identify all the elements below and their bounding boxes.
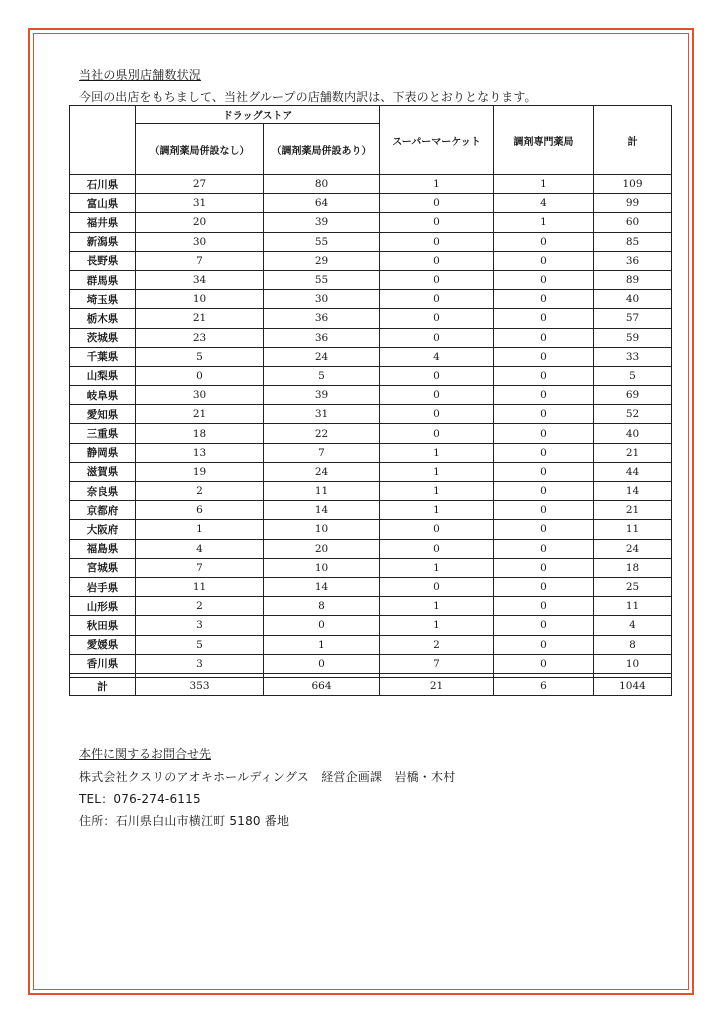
with-pharmacy-cell: 14	[264, 501, 380, 520]
total-cell: 57	[594, 309, 672, 328]
with-pharmacy-cell: 24	[264, 462, 380, 481]
table-row	[70, 386, 672, 405]
total-cell: 40	[594, 290, 672, 309]
pharmacy-only-cell: 0	[494, 577, 594, 596]
prefecture-cell: 山梨県	[70, 366, 136, 385]
without-pharmacy-cell: 0	[136, 366, 264, 385]
pharmacy-only-cell: 0	[494, 424, 594, 443]
with-pharmacy-cell: 80	[264, 175, 380, 194]
pharmacy-only-cell: 0	[494, 539, 594, 558]
supermarket-cell: 0	[380, 366, 494, 385]
prefecture-cell: 栃木県	[70, 309, 136, 328]
total-cell: 14	[594, 482, 672, 501]
prefecture-cell: 滋賀県	[70, 462, 136, 481]
drugstore-group-header: ドラッグストア	[136, 106, 380, 124]
total-cell: 5	[594, 366, 672, 385]
store-count-table	[69, 105, 672, 696]
total-cell: 44	[594, 462, 672, 481]
table-row	[70, 270, 672, 289]
table-row	[70, 482, 672, 501]
pharmacy-only-cell: 0	[494, 290, 594, 309]
prefecture-cell: 福島県	[70, 539, 136, 558]
prefecture-cell: 長野県	[70, 251, 136, 270]
pharmacy-only-cell: 0	[494, 366, 594, 385]
without-pharmacy-cell: 4	[136, 539, 264, 558]
total-cell: 85	[594, 232, 672, 251]
without-pharmacy-cell: 10	[136, 290, 264, 309]
without-pharmacy-cell: 19	[136, 462, 264, 481]
prefecture-cell: 愛知県	[70, 405, 136, 424]
table-row	[70, 366, 672, 385]
supermarket-cell: 0	[380, 309, 494, 328]
without-pharmacy-header: （調剤薬局併設なし）	[136, 124, 264, 175]
total-cell: 40	[594, 424, 672, 443]
prefecture-cell: 群馬県	[70, 270, 136, 289]
pharmacy-only-cell: 0	[494, 443, 594, 462]
without-pharmacy-cell: 6	[136, 501, 264, 520]
total-cell: 10	[594, 654, 672, 673]
without-pharmacy-cell: 21	[136, 309, 264, 328]
total-cell: 60	[594, 213, 672, 232]
with-pharmacy-cell: 11	[264, 482, 380, 501]
supermarket-cell: 1	[380, 597, 494, 616]
prefecture-cell: 福井県	[70, 213, 136, 232]
with-pharmacy-cell: 36	[264, 328, 380, 347]
supermarket-cell: 2	[380, 635, 494, 654]
with-pharmacy-cell: 30	[264, 290, 380, 309]
prefecture-cell: 静岡県	[70, 443, 136, 462]
with-pharmacy-cell: 64	[264, 194, 380, 213]
total-cell: 89	[594, 270, 672, 289]
pharmacy-only-cell: 0	[494, 347, 594, 366]
supermarket-cell: 0	[380, 328, 494, 347]
pharmacy-only-cell: 0	[494, 309, 594, 328]
total-cell: 69	[594, 386, 672, 405]
with-pharmacy-cell: 36	[264, 309, 380, 328]
supermarket-cell: 1	[380, 616, 494, 635]
with-pharmacy-cell: 0	[264, 654, 380, 673]
supermarket-cell: 1	[380, 501, 494, 520]
pharmacy-only-cell: 0	[494, 616, 594, 635]
total-with-pharmacy-cell: 664	[264, 677, 380, 695]
contact-heading: 本件に関するお問合せ先	[79, 747, 212, 761]
without-pharmacy-cell: 34	[136, 270, 264, 289]
with-pharmacy-cell: 24	[264, 347, 380, 366]
table-body	[70, 175, 672, 696]
prefecture-cell: 奈良県	[70, 482, 136, 501]
without-pharmacy-cell: 5	[136, 635, 264, 654]
supermarket-cell: 0	[380, 232, 494, 251]
supermarket-cell: 1	[380, 443, 494, 462]
prefecture-cell: 香川県	[70, 654, 136, 673]
pharmacy-only-cell: 0	[494, 386, 594, 405]
table-row	[70, 328, 672, 347]
with-pharmacy-cell: 10	[264, 558, 380, 577]
total-cell: 24	[594, 539, 672, 558]
with-pharmacy-header: （調剤薬局併設あり）	[264, 124, 380, 175]
total-header: 計	[594, 106, 672, 175]
pharmacy-only-header: 調剤専門薬局	[494, 106, 594, 175]
supermarket-cell: 4	[380, 347, 494, 366]
supermarket-cell: 0	[380, 213, 494, 232]
without-pharmacy-cell: 30	[136, 386, 264, 405]
without-pharmacy-cell: 5	[136, 347, 264, 366]
pharmacy-only-cell: 0	[494, 251, 594, 270]
table-row	[70, 424, 672, 443]
supermarket-cell: 0	[380, 194, 494, 213]
without-pharmacy-cell: 30	[136, 232, 264, 251]
supermarket-cell: 1	[380, 482, 494, 501]
table-row	[70, 213, 672, 232]
table-row	[70, 347, 672, 366]
with-pharmacy-cell: 8	[264, 597, 380, 616]
with-pharmacy-cell: 55	[264, 232, 380, 251]
supermarket-cell: 1	[380, 558, 494, 577]
prefecture-cell: 大阪府	[70, 520, 136, 539]
without-pharmacy-cell: 11	[136, 577, 264, 596]
total-cell: 109	[594, 175, 672, 194]
table-row	[70, 520, 672, 539]
pharmacy-only-cell: 0	[494, 232, 594, 251]
contact-address: 住所：石川県白山市横江町 5180 番地	[79, 814, 290, 828]
prefecture-cell: 岐阜県	[70, 386, 136, 405]
table-row	[70, 443, 672, 462]
with-pharmacy-cell: 5	[264, 366, 380, 385]
pharmacy-only-cell: 0	[494, 405, 594, 424]
corner-cell	[70, 106, 136, 175]
without-pharmacy-cell: 3	[136, 654, 264, 673]
prefecture-cell: 京都府	[70, 501, 136, 520]
total-label-cell: 計	[70, 677, 136, 695]
supermarket-cell: 0	[380, 539, 494, 558]
total-cell: 8	[594, 635, 672, 654]
pharmacy-only-cell: 0	[494, 462, 594, 481]
without-pharmacy-cell: 1	[136, 520, 264, 539]
supermarket-cell: 0	[380, 290, 494, 309]
supermarket-cell: 0	[380, 270, 494, 289]
with-pharmacy-cell: 22	[264, 424, 380, 443]
supermarket-cell: 0	[380, 577, 494, 596]
total-cell: 21	[594, 501, 672, 520]
table-row	[70, 194, 672, 213]
supermarket-cell: 1	[380, 175, 494, 194]
prefecture-cell: 岩手県	[70, 577, 136, 596]
total-cell: 11	[594, 520, 672, 539]
total-total-cell: 1044	[594, 677, 672, 695]
total-cell: 36	[594, 251, 672, 270]
intro-text: 今回の出店をもちまして、当社グループの店舗数内訳は、下表のとおりとなります。	[79, 90, 537, 104]
table-row	[70, 616, 672, 635]
prefecture-cell: 千葉県	[70, 347, 136, 366]
pharmacy-only-cell: 0	[494, 501, 594, 520]
pharmacy-only-cell: 1	[494, 213, 594, 232]
supermarket-cell: 0	[380, 386, 494, 405]
with-pharmacy-cell: 1	[264, 635, 380, 654]
total-cell: 18	[594, 558, 672, 577]
prefecture-cell: 茨城県	[70, 328, 136, 347]
total-cell: 99	[594, 194, 672, 213]
total-cell: 33	[594, 347, 672, 366]
total-cell: 4	[594, 616, 672, 635]
table-row	[70, 405, 672, 424]
table-row	[70, 501, 672, 520]
prefecture-cell: 石川県	[70, 175, 136, 194]
table-row	[70, 175, 672, 194]
prefecture-cell: 山形県	[70, 597, 136, 616]
table-row	[70, 232, 672, 251]
supermarket-cell: 7	[380, 654, 494, 673]
pharmacy-only-cell: 0	[494, 520, 594, 539]
prefecture-cell: 三重県	[70, 424, 136, 443]
without-pharmacy-cell: 18	[136, 424, 264, 443]
without-pharmacy-cell: 31	[136, 194, 264, 213]
contact-tel: TEL：076-274-6115	[79, 792, 201, 806]
total-cell: 11	[594, 597, 672, 616]
table-row	[70, 577, 672, 596]
pharmacy-only-cell: 0	[494, 654, 594, 673]
total-cell: 21	[594, 443, 672, 462]
contact-company: 株式会社クスリのアオキホールディングス 経営企画課 岩橋・木村	[79, 770, 456, 784]
without-pharmacy-cell: 7	[136, 251, 264, 270]
total-without-pharmacy-cell: 353	[136, 677, 264, 695]
without-pharmacy-cell: 13	[136, 443, 264, 462]
without-pharmacy-cell: 20	[136, 213, 264, 232]
without-pharmacy-cell: 7	[136, 558, 264, 577]
prefecture-cell: 愛媛県	[70, 635, 136, 654]
with-pharmacy-cell: 20	[264, 539, 380, 558]
with-pharmacy-cell: 14	[264, 577, 380, 596]
pharmacy-only-cell: 0	[494, 328, 594, 347]
supermarket-cell: 0	[380, 251, 494, 270]
without-pharmacy-cell: 3	[136, 616, 264, 635]
without-pharmacy-cell: 23	[136, 328, 264, 347]
with-pharmacy-cell: 39	[264, 386, 380, 405]
table-row	[70, 635, 672, 654]
pharmacy-only-cell: 0	[494, 597, 594, 616]
prefecture-cell: 秋田県	[70, 616, 136, 635]
table-row	[70, 558, 672, 577]
with-pharmacy-cell: 55	[264, 270, 380, 289]
pharmacy-only-cell: 0	[494, 558, 594, 577]
without-pharmacy-cell: 21	[136, 405, 264, 424]
total-supermarket-cell: 21	[380, 677, 494, 695]
prefecture-cell: 新潟県	[70, 232, 136, 251]
pharmacy-only-cell: 0	[494, 270, 594, 289]
total-cell: 25	[594, 577, 672, 596]
with-pharmacy-cell: 31	[264, 405, 380, 424]
table-row	[70, 251, 672, 270]
without-pharmacy-cell: 2	[136, 597, 264, 616]
total-cell: 59	[594, 328, 672, 347]
prefecture-cell: 宮城県	[70, 558, 136, 577]
table-row	[70, 539, 672, 558]
pharmacy-only-cell: 4	[494, 194, 594, 213]
without-pharmacy-cell: 2	[136, 482, 264, 501]
section-heading: 当社の県別店舗数状況	[79, 68, 202, 82]
total-pharmacy-only-cell: 6	[494, 677, 594, 695]
prefecture-cell: 埼玉県	[70, 290, 136, 309]
supermarket-cell: 1	[380, 462, 494, 481]
table-row	[70, 290, 672, 309]
table-row	[70, 654, 672, 673]
supermarket-cell: 0	[380, 424, 494, 443]
table-row	[70, 462, 672, 481]
with-pharmacy-cell: 39	[264, 213, 380, 232]
with-pharmacy-cell: 10	[264, 520, 380, 539]
table-row	[70, 309, 672, 328]
with-pharmacy-cell: 7	[264, 443, 380, 462]
prefecture-cell: 富山県	[70, 194, 136, 213]
supermarket-cell: 0	[380, 520, 494, 539]
supermarket-cell: 0	[380, 405, 494, 424]
total-row	[70, 677, 672, 695]
table-row	[70, 597, 672, 616]
with-pharmacy-cell: 29	[264, 251, 380, 270]
with-pharmacy-cell: 0	[264, 616, 380, 635]
pharmacy-only-cell: 0	[494, 635, 594, 654]
supermarket-header: スーパーマーケット	[380, 106, 494, 175]
pharmacy-only-cell: 1	[494, 175, 594, 194]
without-pharmacy-cell: 27	[136, 175, 264, 194]
total-cell: 52	[594, 405, 672, 424]
pharmacy-only-cell: 0	[494, 482, 594, 501]
